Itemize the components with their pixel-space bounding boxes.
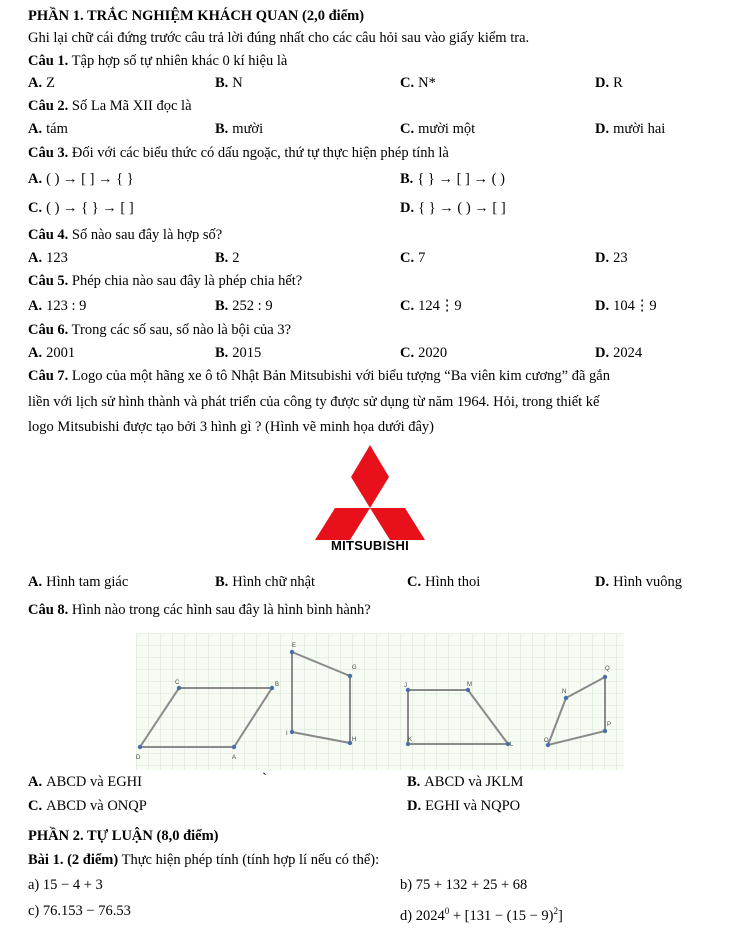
q1-option-d: D. R: [595, 75, 623, 91]
q2-option-b: B. mười: [215, 121, 264, 137]
part1-heading: PHẦN 1. TRẮC NGHIỆM KHÁCH QUAN (2,0 điểm): [28, 8, 365, 24]
q5-option-b: B. 252 : 9: [215, 298, 273, 314]
label-i: I: [286, 731, 288, 737]
question-label: Câu 1.: [28, 53, 69, 69]
q4-option-a: A. 123: [28, 250, 68, 266]
q6-option-a: A. 2001: [28, 345, 76, 361]
point-n: [564, 696, 568, 700]
point-m: [466, 688, 470, 692]
label-l: L: [510, 742, 514, 748]
label-a: A: [232, 755, 237, 761]
point-d: [138, 745, 142, 749]
question-6: Câu 6. Trong các số sau, số nào là bội của 3?: [28, 322, 292, 338]
question-7-line1: Câu 7. Logo của một hãng xe ô tô Nhật Bản Mitsubishi với biểu tượng “Ba viên kim cương” đã gắn: [28, 368, 610, 384]
bai1-item-c: c) 76.153 − 76.53: [28, 903, 131, 919]
q8-option-b: B. ABCD và JKLM: [407, 774, 524, 790]
q4-option-b: B. 2: [215, 250, 240, 266]
grid-lines: [136, 633, 624, 770]
q5-option-a: A. 123 : 9: [28, 298, 87, 314]
q7-option-b: B. Hình chữ nhật: [215, 574, 316, 590]
point-b: [270, 686, 274, 690]
label-e: E: [292, 643, 297, 649]
bai1-item-b: b) 75 + 132 + 25 + 68: [400, 877, 528, 893]
question-1: [28, 52, 287, 70]
q1-option-a: A. Z: [28, 75, 55, 91]
question-3: Câu 3. Đối với các biểu thức có dấu ngoặc, thứ tự thực hiện phép tính là: [28, 145, 449, 161]
label-p: P: [607, 722, 612, 728]
bai1-statement: Bài 1. (2 điểm) Thực hiện phép tính (tính hợp lí nếu có thể):: [28, 852, 380, 868]
point-c: [177, 686, 181, 690]
label-m: M: [467, 682, 472, 688]
point-g: [348, 674, 352, 678]
part1-instruction: Ghi lại chữ cái đứng trước câu trả lời đúng nhất cho các câu hỏi sau vào giấy kiểm tra.: [28, 30, 530, 46]
q3-option-b: B. { } → [ ] → ( ): [400, 171, 505, 187]
bai1-item-a: a) 15 − 4 + 3: [28, 877, 103, 893]
q5-option-c: C. 124⋮9: [400, 298, 462, 314]
logo-diamond-left: [315, 508, 370, 540]
question-7-line3: logo Mitsubishi được tạo bởi 3 hình gì ? (Hình vẽ minh họa dưới đây): [28, 419, 435, 435]
label-d: D: [136, 755, 141, 761]
q7-option-c: C. Hình thoi: [407, 574, 481, 590]
label-j: J: [404, 683, 407, 689]
q8-option-a: A. ABCD và EGHI: [28, 774, 142, 790]
q7-option-d: D. Hình vuông: [595, 574, 682, 590]
label-n: N: [562, 689, 567, 695]
question-7-line2: liền với lịch sử hình thành và phát triển của công ty được sử dụng từ năm 1964. Hỏi, trong thiết kế: [28, 394, 600, 410]
point-a: [232, 745, 236, 749]
part2-heading: PHẦN 2. TỰ LUẬN (8,0 điểm): [28, 828, 219, 844]
question-5: Câu 5. Phép chia nào sau đây là phép chia hết?: [28, 273, 303, 289]
q3-option-a: A. ( ) → [ ] → { }: [28, 171, 134, 187]
q3-option-d: D. { } → ( ) → [ ]: [400, 200, 506, 216]
q3-option-c: C. ( ) → { } → [ ]: [28, 200, 134, 216]
label-h: H: [352, 737, 357, 743]
label-g: G: [352, 665, 357, 671]
q2-option-a: A. tám: [28, 121, 68, 137]
q5-option-d: D. 104⋮9: [595, 298, 657, 314]
question-8: Câu 8. Hình nào trong các hình sau đây là hình bình hành?: [28, 602, 371, 618]
label-b: B: [275, 682, 280, 688]
point-q: [603, 675, 607, 679]
q8-option-d: D. EGHI và NQPO: [407, 798, 521, 814]
q6-option-d: D. 2024: [595, 345, 643, 361]
question-2: Câu 2. Số La Mã XII đọc là: [28, 98, 192, 114]
q1-option-c: C. N*: [400, 75, 436, 91]
point-e: [290, 650, 294, 654]
q6-option-c: C. 2020: [400, 345, 448, 361]
q2-option-d: D. mười hai: [595, 121, 666, 137]
logo-text: MITSUBISHI: [330, 538, 410, 553]
stray-mark: `: [262, 771, 267, 787]
point-i: [290, 730, 294, 734]
question-4: Câu 4. Số nào sau đây là hợp số?: [28, 227, 223, 243]
label-k: K: [408, 737, 413, 743]
question-text: Tập hợp số tự nhiên khác 0 kí hiệu là: [71, 53, 288, 69]
q2-option-c: C. mười một: [400, 121, 476, 137]
parallelogram-figure: [136, 633, 624, 770]
label-o: O: [544, 738, 549, 744]
q4-option-c: C. 7: [400, 250, 426, 266]
bai1-item-d: d) $2024^0 + [131 - (15 - 9)^2]$: [400, 906, 563, 924]
q6-option-b: B. 2015: [215, 345, 262, 361]
label-q: Q: [605, 666, 610, 672]
q8-option-c: C. ABCD và ONQP: [28, 798, 147, 814]
q1-option-b: B. N: [215, 75, 243, 91]
logo-diamond-right: [370, 508, 425, 540]
label-c: C: [175, 680, 180, 686]
q4-option-d: D. 23: [595, 250, 628, 266]
point-p: [603, 729, 607, 733]
q7-option-a: A. Hình tam giác: [28, 574, 129, 590]
logo-diamond-top: [351, 445, 389, 508]
